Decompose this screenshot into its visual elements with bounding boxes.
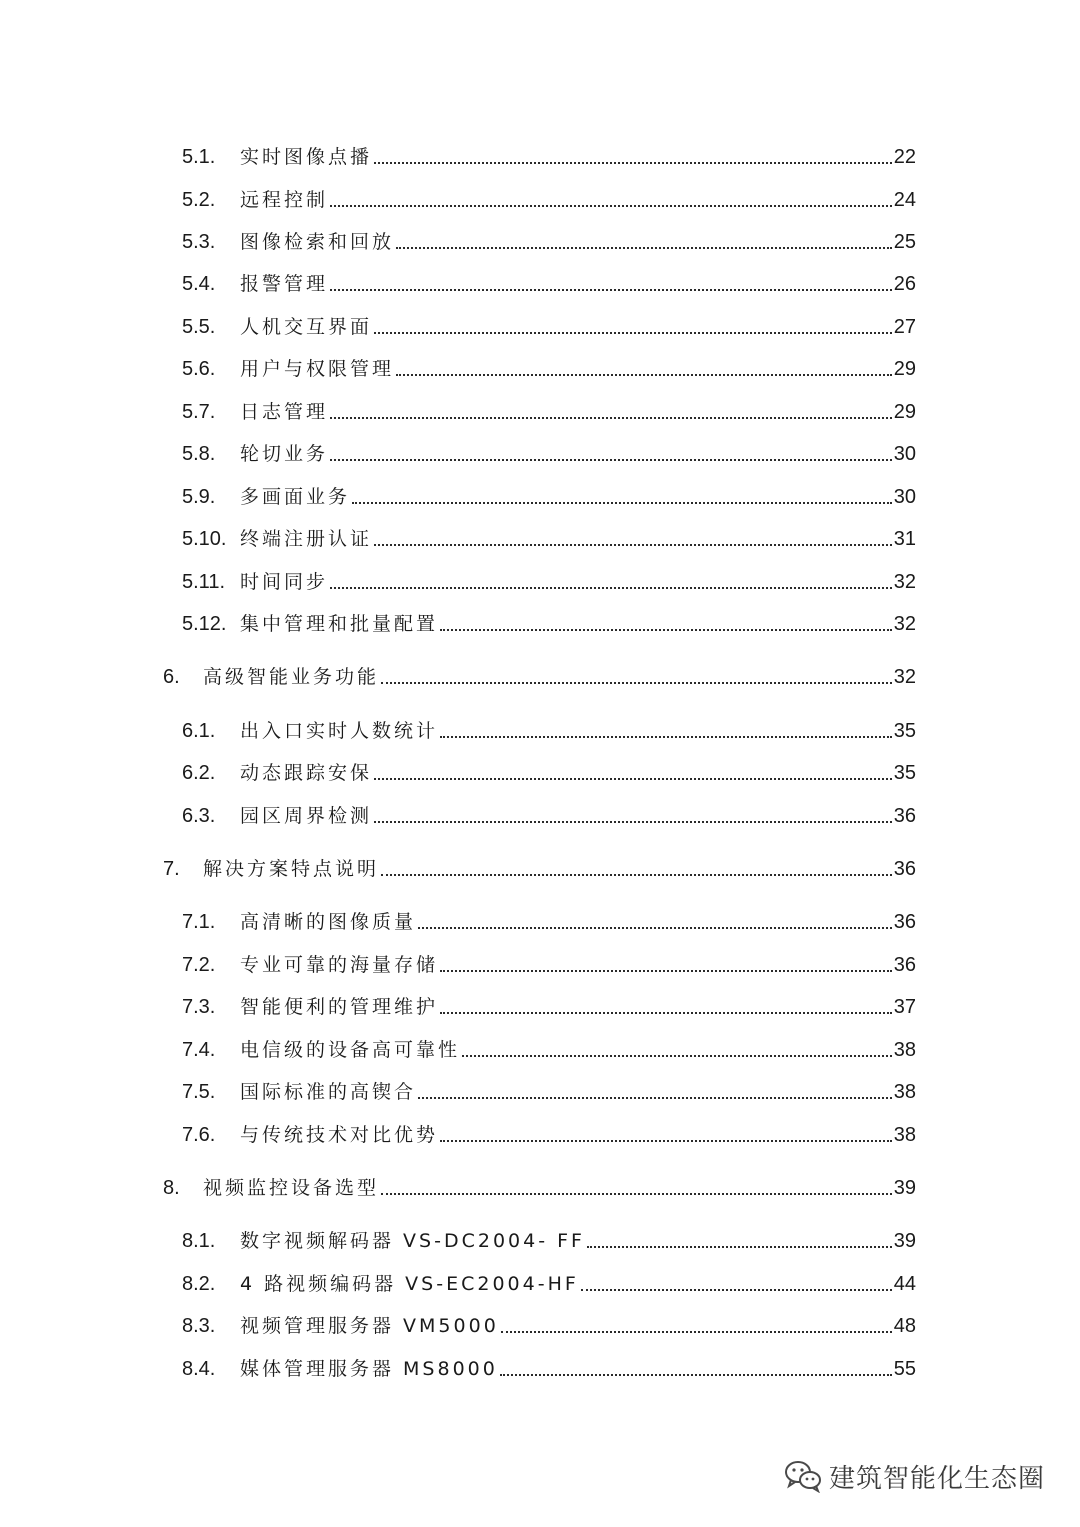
toc-title: 人机交互界面 [240,316,373,338]
dot-leader [330,459,892,461]
dot-leader [381,874,892,876]
dot-leader [418,1097,892,1099]
dot-leader [462,1055,892,1057]
toc-number: 5.11. [182,571,225,593]
toc-page-number: 32 [893,613,916,635]
dot-leader [587,1246,892,1248]
dot-leader [440,736,892,738]
dot-leader [374,162,892,164]
toc-title: 智能便利的管理维护 [240,996,439,1018]
watermark-text: 建筑智能化生态圈 [829,1463,1046,1494]
toc-title: 集中管理和批量配置 [240,613,439,635]
toc-page-number: 35 [893,762,916,784]
toc-page-number: 36 [893,858,916,880]
toc-number: 5.12. [182,613,227,635]
toc-title: 轮切业务 [240,443,329,465]
watermark [783,1456,1045,1496]
toc-number: 7.5. [182,1081,216,1103]
toc-entry[interactable] [182,1031,916,1061]
dot-leader [440,1012,892,1014]
toc-number: 5.5. [182,316,216,338]
toc-page-number: 32 [893,666,916,688]
toc-page-number: 35 [893,720,916,742]
toc-number: 7.6. [182,1124,216,1146]
toc-page-number: 30 [893,486,916,508]
toc-number: 8.1. [182,1230,216,1252]
toc-page-number: 22 [893,146,916,168]
toc-number: 8. [163,1177,180,1199]
toc-entry[interactable] [182,712,916,742]
toc-section-entry[interactable] [163,1169,916,1199]
toc-title: 终端注册认证 [240,528,373,550]
toc-title: 高级智能业务功能 [203,666,380,688]
toc-number: 6.3. [182,805,216,827]
toc-entry[interactable] [182,520,916,550]
toc-title: 动态跟踪安保 [240,762,373,784]
toc-title: 媒体管理服务器 MS8000 [240,1358,498,1380]
toc-entry[interactable] [182,605,916,635]
toc-entry[interactable] [182,435,916,465]
toc-title: 报警管理 [240,273,329,295]
dot-leader [440,629,892,631]
toc-page-number: 55 [893,1358,916,1380]
toc-number: 7.4. [182,1039,216,1061]
toc-number: 5.1. [182,146,216,168]
toc-number: 5.7. [182,401,216,423]
toc-entry[interactable] [182,563,916,593]
toc-title: 4 路视频编码器 VS-EC2004-HF [240,1273,579,1295]
dot-leader [501,1331,892,1333]
toc-page-number: 39 [893,1177,916,1199]
toc-page-number: 37 [893,996,916,1018]
toc-entry[interactable] [182,946,916,976]
toc-page-number: 38 [893,1124,916,1146]
toc-page-number: 38 [893,1081,916,1103]
toc-page-number: 36 [893,954,916,976]
toc-number: 7.2. [182,954,216,976]
toc-number: 7.1. [182,911,216,933]
toc-title: 视频管理服务器 VM5000 [240,1315,499,1337]
toc-title: 电信级的设备高可靠性 [240,1039,461,1061]
toc-page-number: 38 [893,1039,916,1061]
toc-page-number: 29 [893,401,916,423]
toc-number: 7. [163,858,180,880]
dot-leader [352,502,892,504]
dot-leader [396,247,892,249]
toc-title: 专业可靠的海量存储 [240,954,439,976]
toc-number: 5.9. [182,486,216,508]
toc-title: 用户与权限管理 [240,358,395,380]
toc-entry[interactable] [182,754,916,784]
toc-page-number: 36 [893,805,916,827]
toc-page-number: 27 [893,316,916,338]
toc-entry[interactable] [182,903,916,933]
toc-title: 时间同步 [240,571,329,593]
toc-entry[interactable] [182,1265,916,1295]
toc-number: 8.4. [182,1358,216,1380]
dot-leader [330,289,892,291]
toc-title: 远程控制 [240,189,329,211]
toc-entry[interactable] [182,478,916,508]
toc-entry[interactable] [182,988,916,1018]
toc-entry[interactable] [182,1350,916,1380]
dot-leader [396,374,892,376]
dot-leader [440,1140,892,1142]
dot-leader [374,778,892,780]
toc-title: 园区周界检测 [240,805,373,827]
toc-page-number: 26 [893,273,916,295]
toc-page-number: 32 [893,571,916,593]
toc-page-number: 48 [893,1315,916,1337]
toc-page-number: 31 [893,528,916,550]
toc-title: 日志管理 [240,401,329,423]
toc-entry[interactable] [182,181,916,211]
toc-entry[interactable] [182,1116,916,1146]
dot-leader [381,1193,892,1195]
toc-section-entry[interactable] [163,850,916,880]
toc-title: 与传统技术对比优势 [240,1124,439,1146]
toc-entry[interactable] [182,138,916,168]
toc-number: 8.3. [182,1315,216,1337]
dot-leader [418,927,892,929]
toc-page-number: 29 [893,358,916,380]
toc-page-number: 24 [893,189,916,211]
wechat-icon [783,1459,823,1493]
toc-page-number: 30 [893,443,916,465]
dot-leader [440,970,892,972]
toc-page-number: 44 [893,1273,916,1295]
toc-number: 5.2. [182,189,216,211]
toc-entry[interactable] [182,1222,916,1252]
toc-title: 数字视频解码器 VS-DC2004- FF [240,1230,585,1252]
dot-leader [500,1374,892,1376]
toc-title: 多画面业务 [240,486,351,508]
dot-leader [374,332,892,334]
toc-number: 6.2. [182,762,216,784]
toc-title: 图像检索和回放 [240,231,395,253]
dot-leader [330,587,892,589]
toc-title: 实时图像点播 [240,146,373,168]
dot-leader [330,417,892,419]
toc-number: 8.2. [182,1273,216,1295]
toc-page-number: 25 [893,231,916,253]
toc-entry[interactable] [182,308,916,338]
toc-number: 6.1. [182,720,216,742]
toc-title: 国际标准的高锲合 [240,1081,417,1103]
toc-title: 高清晰的图像质量 [240,911,417,933]
toc-number: 5.3. [182,231,216,253]
toc-page-number: 36 [893,911,916,933]
toc-entry[interactable] [182,265,916,295]
toc-number: 5.10. [182,528,227,550]
dot-leader [330,205,892,207]
toc-entry[interactable] [182,797,916,827]
toc-entry[interactable] [182,350,916,380]
toc-number: 5.4. [182,273,216,295]
toc-entry[interactable] [182,1307,916,1337]
toc-entry[interactable] [182,1073,916,1103]
toc-title: 视频监控设备选型 [203,1177,380,1199]
toc-title: 解决方案特点说明 [203,858,380,880]
toc-number: 7.3. [182,996,216,1018]
dot-leader [374,821,892,823]
toc-section-entry[interactable] [163,658,916,688]
dot-leader [374,544,892,546]
dot-leader [581,1289,892,1291]
dot-leader [381,682,892,684]
toc-number: 6. [163,666,180,688]
toc-number: 5.8. [182,443,216,465]
toc-number: 5.6. [182,358,216,380]
toc-page-number: 39 [893,1230,916,1252]
toc-title: 出入口实时人数统计 [240,720,439,742]
toc-entry[interactable] [182,393,916,423]
toc-entry[interactable] [182,223,916,253]
